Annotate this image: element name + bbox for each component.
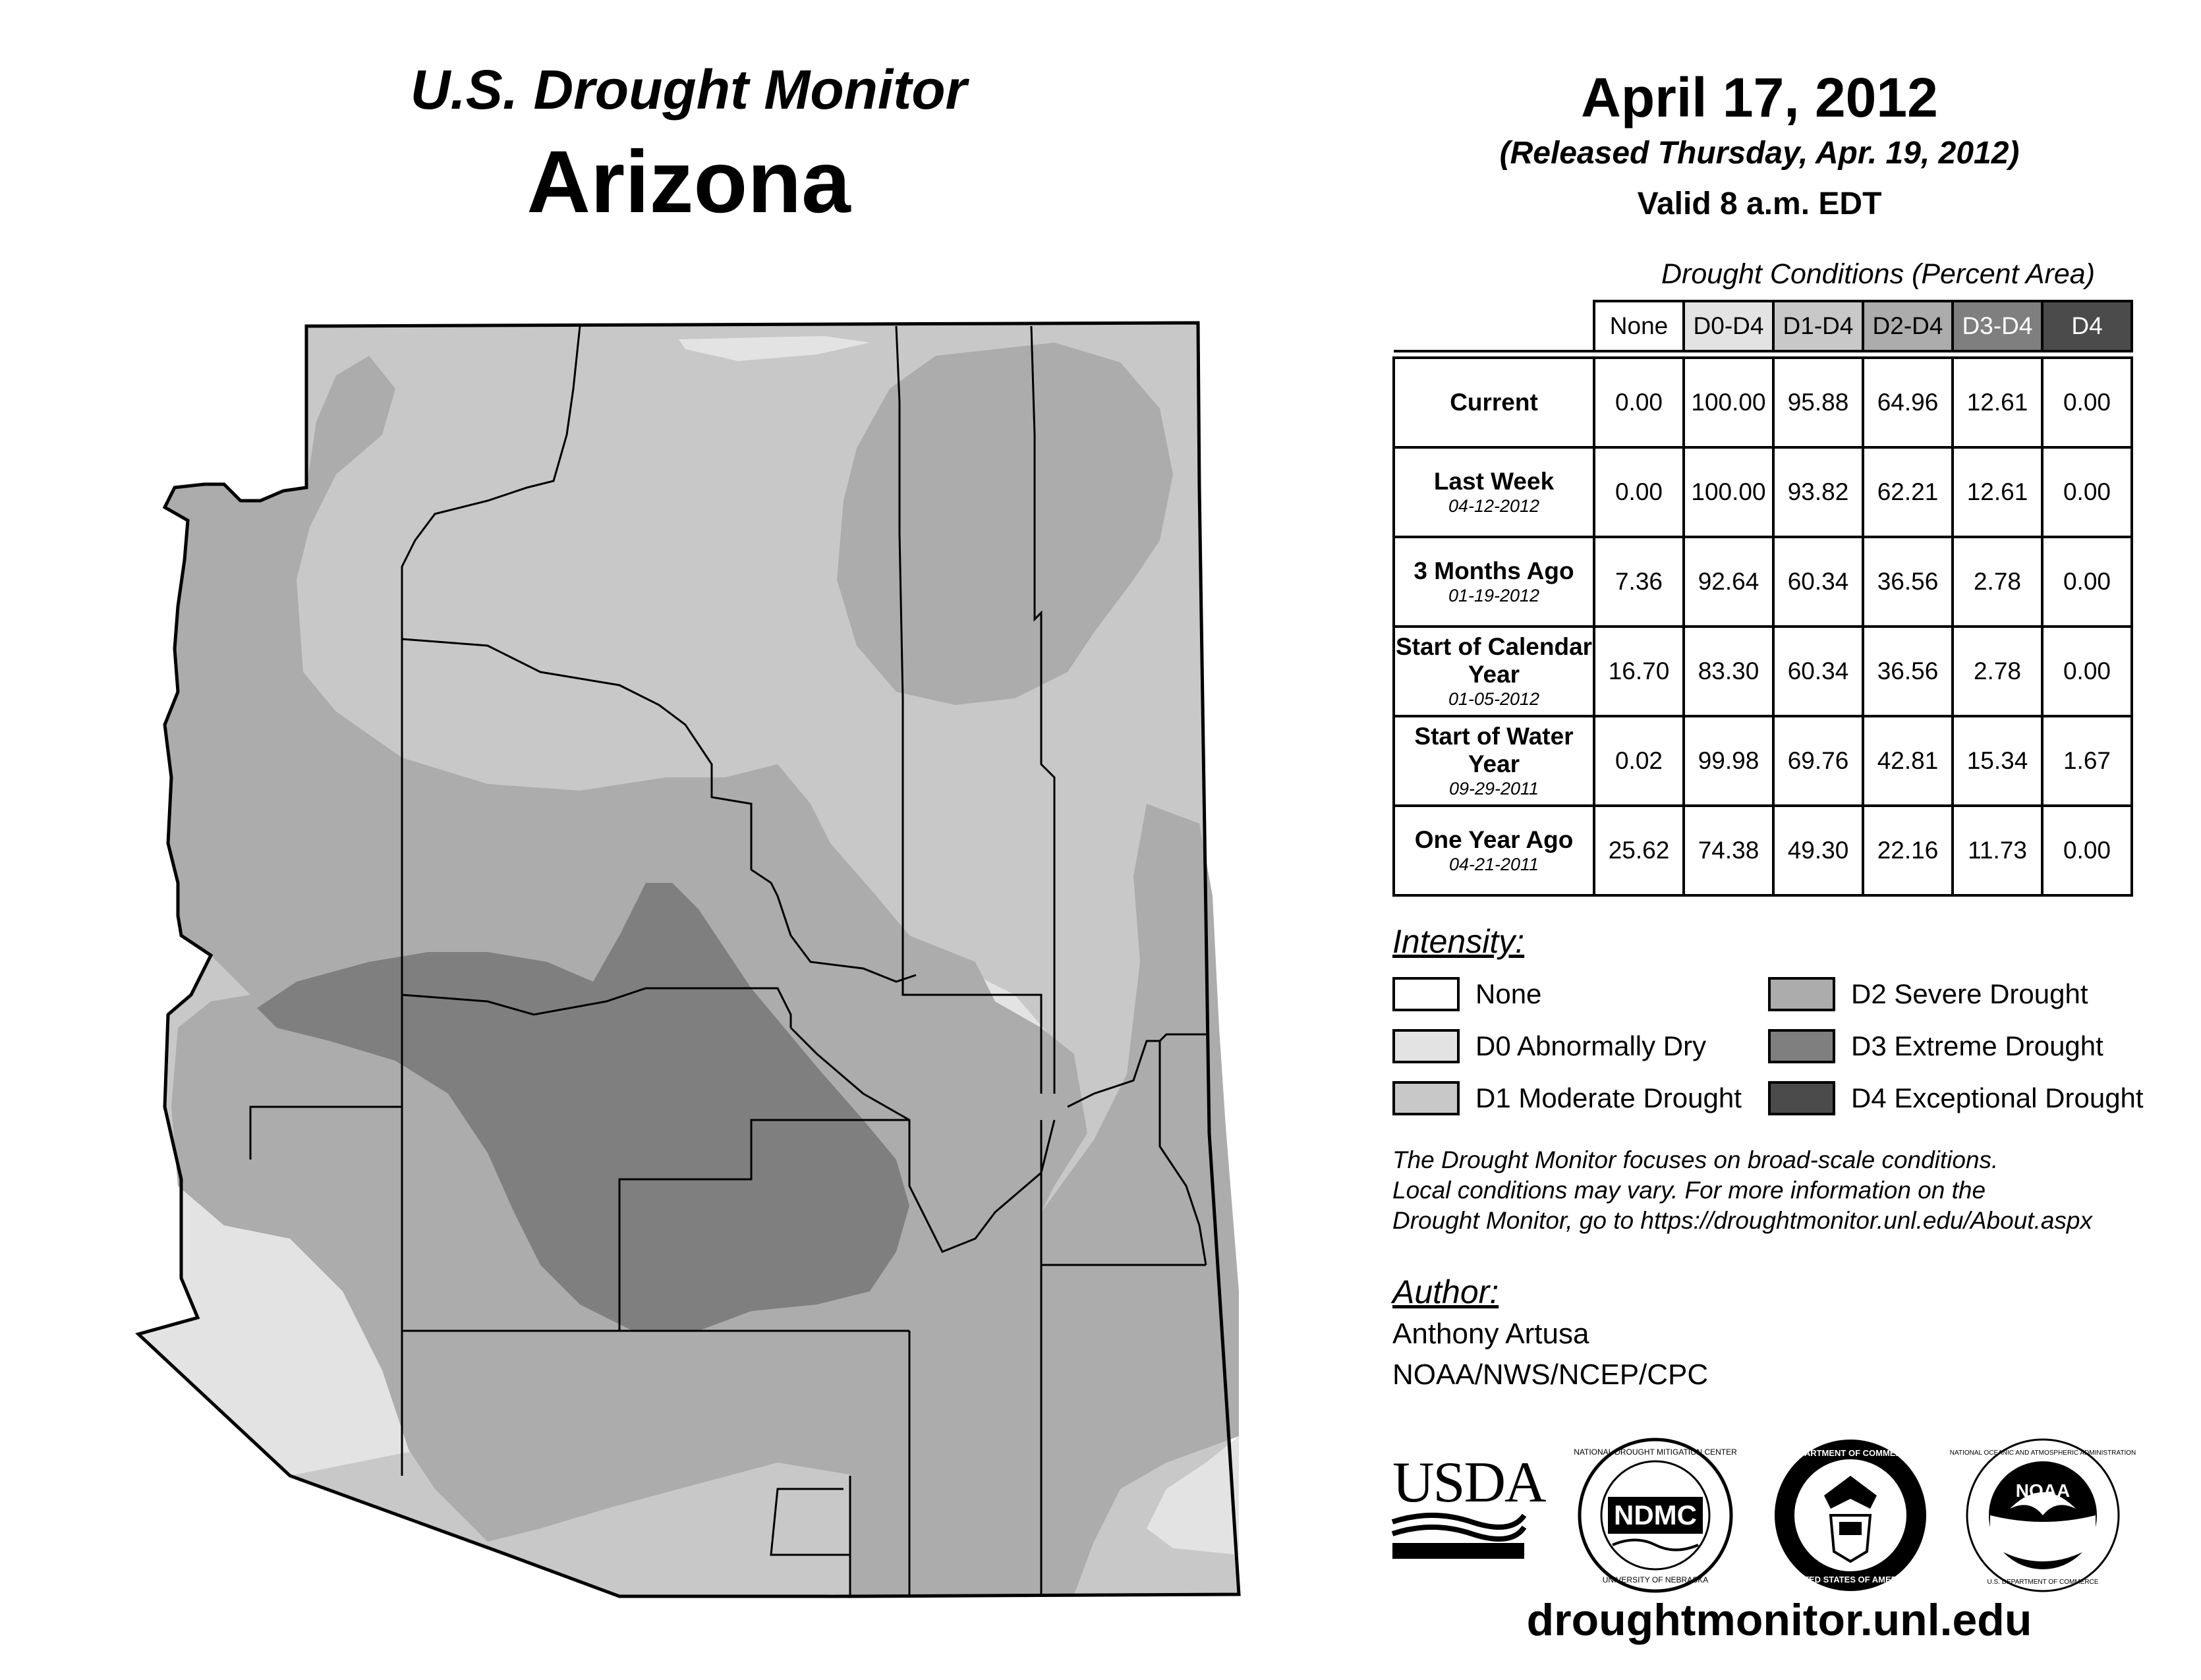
usda-logo-text: USDA xyxy=(1392,1451,1545,1515)
table-row xyxy=(1394,358,2132,447)
noaa-logo xyxy=(1949,1436,2136,1594)
col-header-none: None xyxy=(1594,301,1684,351)
legend-swatch-d3 xyxy=(1768,1029,1835,1063)
legend-label: D4 Exceptional Drought xyxy=(1851,1082,2144,1113)
disclaimer-note xyxy=(1392,1145,2092,1236)
table-gap-row xyxy=(1394,351,2132,358)
author-org: NOAA/NWS/NCEP/CPC xyxy=(1392,1358,1709,1391)
note-line: Drought Monitor, go to https://droughtmonitor.unl.edu/About.aspx xyxy=(1392,1207,2092,1234)
table-cell: 2.78 xyxy=(1953,627,2042,716)
ndmc-logo-text: NDMC xyxy=(1614,1499,1697,1530)
row-label-text: Last Week xyxy=(1433,468,1555,495)
table-cell: 22.16 xyxy=(1863,806,1953,895)
table-cell: 99.98 xyxy=(1684,716,1773,806)
legend-swatch-none xyxy=(1392,977,1460,1011)
note-line: The Drought Monitor focuses on broad-scale conditions. xyxy=(1392,1146,1999,1173)
row-date: 01-19-2012 xyxy=(1448,586,1540,605)
table-cell: 11.73 xyxy=(1953,806,2042,895)
table-cell: 25.62 xyxy=(1594,806,1684,895)
table-cell: 60.34 xyxy=(1773,537,1863,627)
table-cell: 100.00 xyxy=(1684,358,1773,447)
author-name: Anthony Artusa xyxy=(1392,1318,1589,1350)
table-cell: 7.36 xyxy=(1594,537,1684,627)
map-date: April 17, 2012 xyxy=(1581,67,1938,128)
legend-item-d4 xyxy=(1768,1081,2144,1115)
row-date: 04-21-2011 xyxy=(1448,854,1539,874)
table-cell: 0.02 xyxy=(1594,716,1684,806)
table-row xyxy=(1394,627,2132,716)
legend-label: D1 Moderate Drought xyxy=(1475,1082,1742,1113)
author-title: Author: xyxy=(1392,1274,1499,1310)
table-cell: 0.00 xyxy=(2042,806,2132,895)
row-label-text: Start of Water Year xyxy=(1414,723,1574,777)
noaa-logo-text: NOAA xyxy=(2015,1480,2071,1501)
table-cell: 95.88 xyxy=(1773,358,1863,447)
legend-item-none xyxy=(1392,977,1541,1011)
table-row xyxy=(1394,447,2132,537)
table-cell: 0.00 xyxy=(2042,447,2132,537)
legend-item-d0 xyxy=(1392,1029,1706,1063)
table-cell: 0.00 xyxy=(2042,358,2132,447)
legend-swatch-d1 xyxy=(1392,1081,1460,1115)
table-row xyxy=(1394,537,2132,627)
legend-label: None xyxy=(1475,978,1542,1009)
row-label-text: Current xyxy=(1450,389,1538,416)
table-cell: 62.21 xyxy=(1863,447,1953,537)
ndmc-ring-text: NATIONAL DROUGHT MITIGATION CENTER xyxy=(1574,1447,1737,1457)
noaa-ring-text: NATIONAL OCEANIC AND ATMOSPHERIC ADMINISTRATION xyxy=(1949,1449,2136,1457)
col-header-d0-d4: D0-D4 xyxy=(1684,301,1773,351)
table-cell: 69.76 xyxy=(1773,716,1863,806)
table-cell: 0.00 xyxy=(1594,447,1684,537)
row-label xyxy=(1394,358,1594,447)
table-cell: 12.61 xyxy=(1953,358,2042,447)
table-cell: 0.00 xyxy=(1594,358,1684,447)
row-label-text: Start of Calendar Year xyxy=(1395,633,1593,688)
table-row xyxy=(1394,716,2132,806)
release-date: (Released Thursday, Apr. 19, 2012) xyxy=(1499,136,2020,171)
row-label xyxy=(1394,627,1594,716)
legend-item-d3 xyxy=(1768,1029,2103,1063)
table-cell: 16.70 xyxy=(1594,627,1684,716)
table-cell: 74.38 xyxy=(1684,806,1773,895)
note-line: Local conditions may vary. For more information on the xyxy=(1392,1177,1986,1204)
row-label xyxy=(1394,447,1594,537)
table-cell: 36.56 xyxy=(1863,537,1953,627)
table-cell: 92.64 xyxy=(1684,537,1773,627)
drought-conditions-table xyxy=(1392,300,2133,897)
row-label xyxy=(1394,537,1594,627)
legend-title: Intensity: xyxy=(1392,923,1525,960)
state-title: Arizona xyxy=(527,133,851,231)
doc-seal-logo xyxy=(1771,1436,1929,1594)
row-date: 04-12-2012 xyxy=(1448,496,1540,516)
table-cell: 83.30 xyxy=(1684,627,1773,716)
legend-swatch-d4 xyxy=(1768,1081,1835,1115)
valid-time: Valid 8 a.m. EDT xyxy=(1637,186,1882,221)
doc-ring-text-bottom: UNITED STATES OF AMERICA xyxy=(1788,1575,1912,1584)
row-label xyxy=(1394,806,1594,895)
row-date: 09-29-2011 xyxy=(1448,779,1539,798)
table-caption: Drought Conditions (Percent Area) xyxy=(1661,258,2096,290)
table-header-row xyxy=(1394,301,2132,351)
table-cell: 93.82 xyxy=(1773,447,1863,537)
legend-item-d2 xyxy=(1768,977,2088,1011)
table-cell: 49.30 xyxy=(1773,806,1863,895)
table-row xyxy=(1394,806,2132,895)
legend-label: D0 Abnormally Dry xyxy=(1475,1030,1707,1061)
table-cell: 0.00 xyxy=(2042,627,2132,716)
table-cell: 60.34 xyxy=(1773,627,1863,716)
table-cell: 100.00 xyxy=(1684,447,1773,537)
legend-label: D2 Severe Drought xyxy=(1851,978,2088,1009)
noaa-ring-text-bottom: U.S. DEPARTMENT OF COMMERCE xyxy=(1987,1579,2099,1586)
doc-ring-text: DEPARTMENT OF COMMERCE xyxy=(1787,1448,1914,1458)
legend-swatch-d2 xyxy=(1768,977,1835,1011)
row-label xyxy=(1394,716,1594,806)
col-header-d1-d4: D1-D4 xyxy=(1773,301,1863,351)
row-label-text: One Year Ago xyxy=(1414,826,1574,853)
table-corner xyxy=(1394,301,1594,351)
table-cell: 42.81 xyxy=(1863,716,1953,806)
arizona-drought-map xyxy=(119,303,1265,1614)
table-cell: 2.78 xyxy=(1953,537,2042,627)
ndmc-logo xyxy=(1574,1436,1737,1594)
map-subtitle: U.S. Drought Monitor xyxy=(410,59,967,121)
table-cell: 15.34 xyxy=(1953,716,2042,806)
row-label-text: 3 Months Ago xyxy=(1414,557,1574,584)
legend-swatch-d0 xyxy=(1392,1029,1460,1063)
usda-logo-mark xyxy=(1392,1509,1524,1561)
ndmc-ring-text-bottom: UNIVERSITY OF NEBRASKA xyxy=(1602,1575,1709,1584)
usda-logo xyxy=(1392,1449,1545,1516)
table-cell: 36.56 xyxy=(1863,627,1953,716)
footer-url[interactable]: droughtmonitor.unl.edu xyxy=(1526,1595,2032,1645)
row-date: 01-05-2012 xyxy=(1448,689,1540,709)
col-header-d3-d4: D3-D4 xyxy=(1953,301,2042,351)
legend-item-d1 xyxy=(1392,1081,1742,1115)
table-cell: 1.67 xyxy=(2042,716,2132,806)
col-header-d2-d4: D2-D4 xyxy=(1863,301,1953,351)
table-cell: 12.61 xyxy=(1953,447,2042,537)
table-cell: 64.96 xyxy=(1863,358,1953,447)
col-header-d4: D4 xyxy=(2042,301,2132,351)
legend-label: D3 Extreme Drought xyxy=(1851,1030,2103,1061)
table-cell: 0.00 xyxy=(2042,537,2132,627)
